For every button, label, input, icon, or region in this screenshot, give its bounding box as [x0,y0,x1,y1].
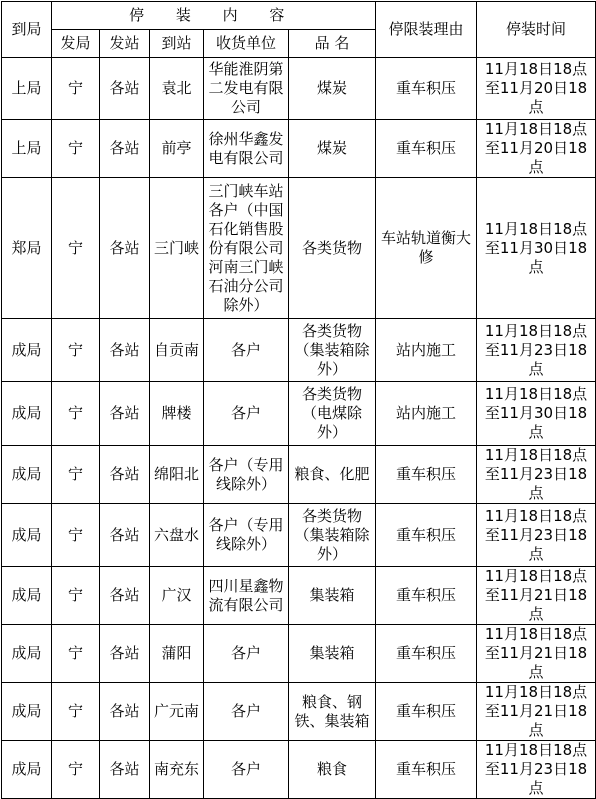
goods-cell: 集装箱 [289,625,376,683]
table-row [2,382,596,446]
header-origin-bureau: 发局 [52,30,100,58]
period-cell: 11月18日18点至11月30日18点 [477,382,596,446]
arrival-bureau-cell: 成局 [2,319,52,382]
header-consignee: 收货单位 [204,30,289,58]
destination-station-cell: 南充东 [150,741,204,799]
header-row-1 [2,2,596,30]
arrival-bureau-cell: 上局 [2,120,52,178]
goods-cell: 集装箱 [289,567,376,625]
origin-bureau-cell: 宁 [52,446,100,504]
arrival-bureau-cell: 成局 [2,625,52,683]
origin-station-cell: 各站 [100,178,150,319]
period-cell: 11月18日18点至11月30日18点 [477,178,596,319]
reason-cell: 重车积压 [376,741,477,799]
arrival-bureau-cell: 成局 [2,683,52,741]
destination-station-cell: 蒲阳 [150,625,204,683]
reason-cell: 车站轨道衡大修 [376,178,477,319]
goods-cell: 各类货物（电煤除外） [289,382,376,446]
destination-station-cell: 三门峡 [150,178,204,319]
origin-station-cell: 各站 [100,567,150,625]
goods-cell: 煤炭 [289,58,376,120]
header-destination-station: 到站 [150,30,204,58]
reason-cell: 重车积压 [376,625,477,683]
destination-station-cell: 绵阳北 [150,446,204,504]
reason-cell: 站内施工 [376,319,477,382]
origin-bureau-cell: 宁 [52,120,100,178]
origin-bureau-cell: 宁 [52,741,100,799]
period-cell: 11月18日18点至11月23日18点 [477,741,596,799]
period-cell: 11月18日18点至11月23日18点 [477,504,596,567]
origin-station-cell: 各站 [100,446,150,504]
arrival-bureau-cell: 成局 [2,446,52,504]
table-row [2,446,596,504]
origin-station-cell: 各站 [100,382,150,446]
origin-bureau-cell: 宁 [52,382,100,446]
period-cell: 11月18日18点至11月23日18点 [477,319,596,382]
header-origin-station: 发站 [100,30,150,58]
consignee-cell: 各户 [204,319,289,382]
reason-cell: 重车积压 [376,504,477,567]
origin-station-cell: 各站 [100,120,150,178]
goods-cell: 粮食、化肥 [289,446,376,504]
origin-bureau-cell: 宁 [52,58,100,120]
origin-bureau-cell: 宁 [52,178,100,319]
origin-bureau-cell: 宁 [52,319,100,382]
table-row [2,319,596,382]
origin-station-cell: 各站 [100,683,150,741]
header-content-group: 停 装 内 容 [52,2,376,30]
goods-cell: 粮食、钢铁、集装箱 [289,683,376,741]
consignee-cell: 各户 [204,683,289,741]
goods-cell: 各类货物（集装箱除外） [289,504,376,567]
consignee-cell: 各户 [204,741,289,799]
origin-bureau-cell: 宁 [52,625,100,683]
table-row [2,567,596,625]
consignee-cell: 各户 [204,382,289,446]
destination-station-cell: 牌楼 [150,382,204,446]
consignee-cell: 各户 [204,625,289,683]
origin-station-cell: 各站 [100,58,150,120]
origin-station-cell: 各站 [100,741,150,799]
arrival-bureau-cell: 成局 [2,504,52,567]
header-period: 停装时间 [477,2,596,58]
period-cell: 11月18日18点至11月21日18点 [477,567,596,625]
table-row [2,178,596,319]
destination-station-cell: 广汉 [150,567,204,625]
arrival-bureau-cell: 成局 [2,741,52,799]
reason-cell: 重车积压 [376,567,477,625]
destination-station-cell: 广元南 [150,683,204,741]
reason-cell: 站内施工 [376,382,477,446]
reason-cell: 重车积压 [376,446,477,504]
consignee-cell: 徐州华鑫发电有限公司 [204,120,289,178]
origin-bureau-cell: 宁 [52,567,100,625]
header-arrival-bureau: 到局 [2,2,52,58]
reason-cell: 重车积压 [376,683,477,741]
arrival-bureau-cell: 上局 [2,58,52,120]
table-row [2,120,596,178]
stop-loading-table [1,1,596,799]
origin-station-cell: 各站 [100,625,150,683]
period-cell: 11月18日18点至11月23日18点 [477,446,596,504]
reason-cell: 重车积压 [376,58,477,120]
origin-bureau-cell: 宁 [52,504,100,567]
origin-station-cell: 各站 [100,319,150,382]
table-row [2,683,596,741]
origin-station-cell: 各站 [100,504,150,567]
destination-station-cell: 袁北 [150,58,204,120]
period-cell: 11月18日18点至11月21日18点 [477,683,596,741]
arrival-bureau-cell: 成局 [2,382,52,446]
goods-cell: 煤炭 [289,120,376,178]
consignee-cell: 四川星鑫物流有限公司 [204,567,289,625]
origin-bureau-cell: 宁 [52,683,100,741]
header-reason: 停限装理由 [376,2,477,58]
destination-station-cell: 六盘水 [150,504,204,567]
consignee-cell: 三门峡车站各户（中国石化销售股份有限公司河南三门峡石油分公司除外） [204,178,289,319]
header-goods: 品 名 [289,30,376,58]
arrival-bureau-cell: 成局 [2,567,52,625]
consignee-cell: 各户（专用线除外） [204,446,289,504]
period-cell: 11月18日18点至11月21日18点 [477,625,596,683]
table-row [2,58,596,120]
consignee-cell: 华能淮阴第二发电有限公司 [204,58,289,120]
consignee-cell: 各户（专用线除外） [204,504,289,567]
table-row [2,625,596,683]
reason-cell: 重车积压 [376,120,477,178]
table-row [2,741,596,799]
period-cell: 11月18日18点至11月20日18点 [477,120,596,178]
goods-cell: 各类货物 [289,178,376,319]
table-row [2,504,596,567]
arrival-bureau-cell: 郑局 [2,178,52,319]
period-cell: 11月18日18点至11月20日18点 [477,58,596,120]
goods-cell: 粮食 [289,741,376,799]
goods-cell: 各类货物（集装箱除外） [289,319,376,382]
destination-station-cell: 前亭 [150,120,204,178]
destination-station-cell: 自贡南 [150,319,204,382]
